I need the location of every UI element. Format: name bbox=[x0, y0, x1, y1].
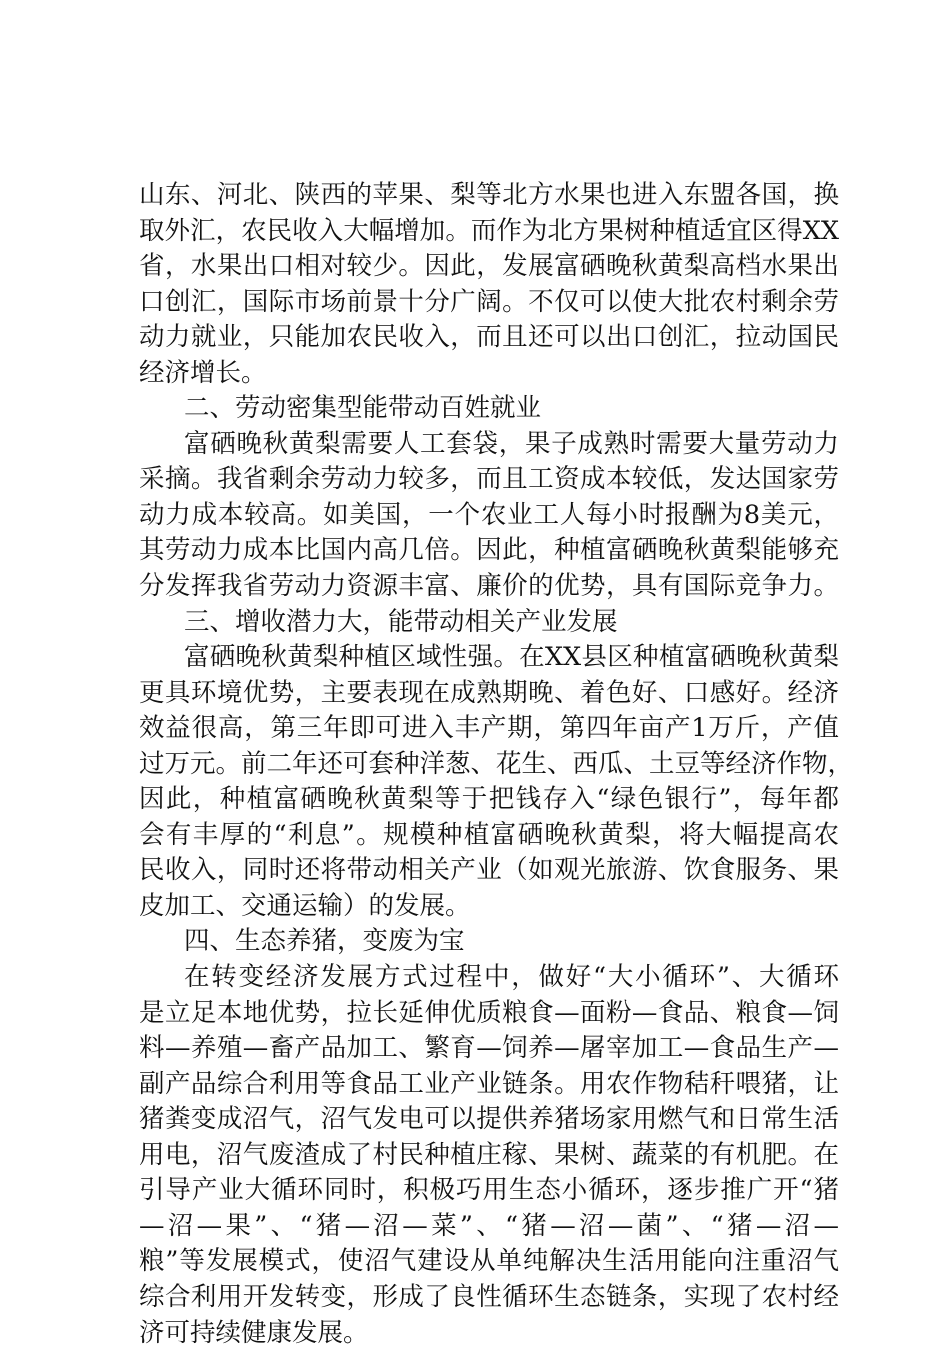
text-line: —沼—果”、“猪—沼—菜”、“猪—沼—菌”、“猪—沼— bbox=[139, 1209, 839, 1245]
text-line: 动力就业，只能加农民收入，而且还可以出口创汇，拉动国民 bbox=[139, 320, 839, 356]
text-line: 富硒晚秋黄梨需要人工套袋，果子成熟时需要大量劳动力 bbox=[139, 427, 839, 463]
body-text bbox=[139, 178, 839, 1351]
text-line: 更具环境优势，主要表现在成熟期晚、着色好、口感好。经济 bbox=[139, 676, 839, 712]
text-line: 粮”等发展模式，使沼气建设从单纯解决生活用能向注重沼气 bbox=[139, 1244, 839, 1280]
text-line: 引导产业大循环同时，积极巧用生态小循环，逐步推广开“猪 bbox=[139, 1173, 839, 1209]
text-line: 用电，沼气废渣成了村民种植庄稼、果树、蔬菜的有机肥。在 bbox=[139, 1138, 839, 1174]
text-line: 副产品综合利用等食品工业产业链条。用农作物秸秆喂猪，让 bbox=[139, 1067, 839, 1103]
text-line: 因此，种植富硒晚秋黄梨等于把钱存入“绿色银行”，每年都 bbox=[139, 782, 839, 818]
text-line: 山东、河北、陕西的苹果、梨等北方水果也进入东盟各国，换 bbox=[139, 178, 839, 214]
section-heading: 四、生态养猪，变废为宝 bbox=[139, 924, 839, 960]
text-line: 动力成本较高。如美国，一个农业工人每小时报酬为8美元， bbox=[139, 498, 839, 534]
text-line: 富硒晚秋黄梨种植区域性强。在XX县区种植富硒晚秋黄梨 bbox=[139, 640, 839, 676]
section-heading: 二、劳动密集型能带动百姓就业 bbox=[139, 391, 839, 427]
text-line: 皮加工、交通运输）的发展。 bbox=[139, 889, 839, 925]
text-line: 在转变经济发展方式过程中，做好“大小循环”、大循环 bbox=[139, 960, 839, 996]
text-line: 其劳动力成本比国内高几倍。因此，种植富硒晚秋黄梨能够充 bbox=[139, 533, 839, 569]
text-line: 是立足本地优势，拉长延伸优质粮食—面粉—食品、粮食—饲 bbox=[139, 996, 839, 1032]
section-heading: 三、增收潜力大，能带动相关产业发展 bbox=[139, 605, 839, 641]
text-line: 济可持续健康发展。 bbox=[139, 1316, 839, 1351]
text-line: 口创汇，国际市场前景十分广阔。不仅可以使大批农村剩余劳 bbox=[139, 285, 839, 321]
text-line: 效益很高，第三年即可进入丰产期，第四年亩产1万斤，产值 bbox=[139, 711, 839, 747]
text-line: 民收入，同时还将带动相关产业（如观光旅游、饮食服务、果 bbox=[139, 853, 839, 889]
text-line: 分发挥我省劳动力资源丰富、廉价的优势，具有国际竞争力。 bbox=[139, 569, 839, 605]
text-line: 料—养殖—畜产品加工、繁育—饲养—屠宰加工—食品生产— bbox=[139, 1031, 839, 1067]
text-line: 省，水果出口相对较少。因此，发展富硒晚秋黄梨高档水果出 bbox=[139, 249, 839, 285]
text-line: 会有丰厚的“利息”。规模种植富硒晚秋黄梨，将大幅提高农 bbox=[139, 818, 839, 854]
text-line: 经济增长。 bbox=[139, 356, 839, 392]
text-line: 综合利用开发转变，形成了良性循环生态链条，实现了农村经 bbox=[139, 1280, 839, 1316]
text-line: 采摘。我省剩余劳动力较多，而且工资成本较低，发达国家劳 bbox=[139, 462, 839, 498]
text-line: 过万元。前二年还可套种洋葱、花生、西瓜、土豆等经济作物， bbox=[139, 747, 839, 783]
text-line: 取外汇，农民收入大幅增加。而作为北方果树种植适宜区得XX bbox=[139, 214, 839, 250]
text-line: 猪粪变成沼气，沼气发电可以提供养猪场家用燃气和日常生活 bbox=[139, 1102, 839, 1138]
